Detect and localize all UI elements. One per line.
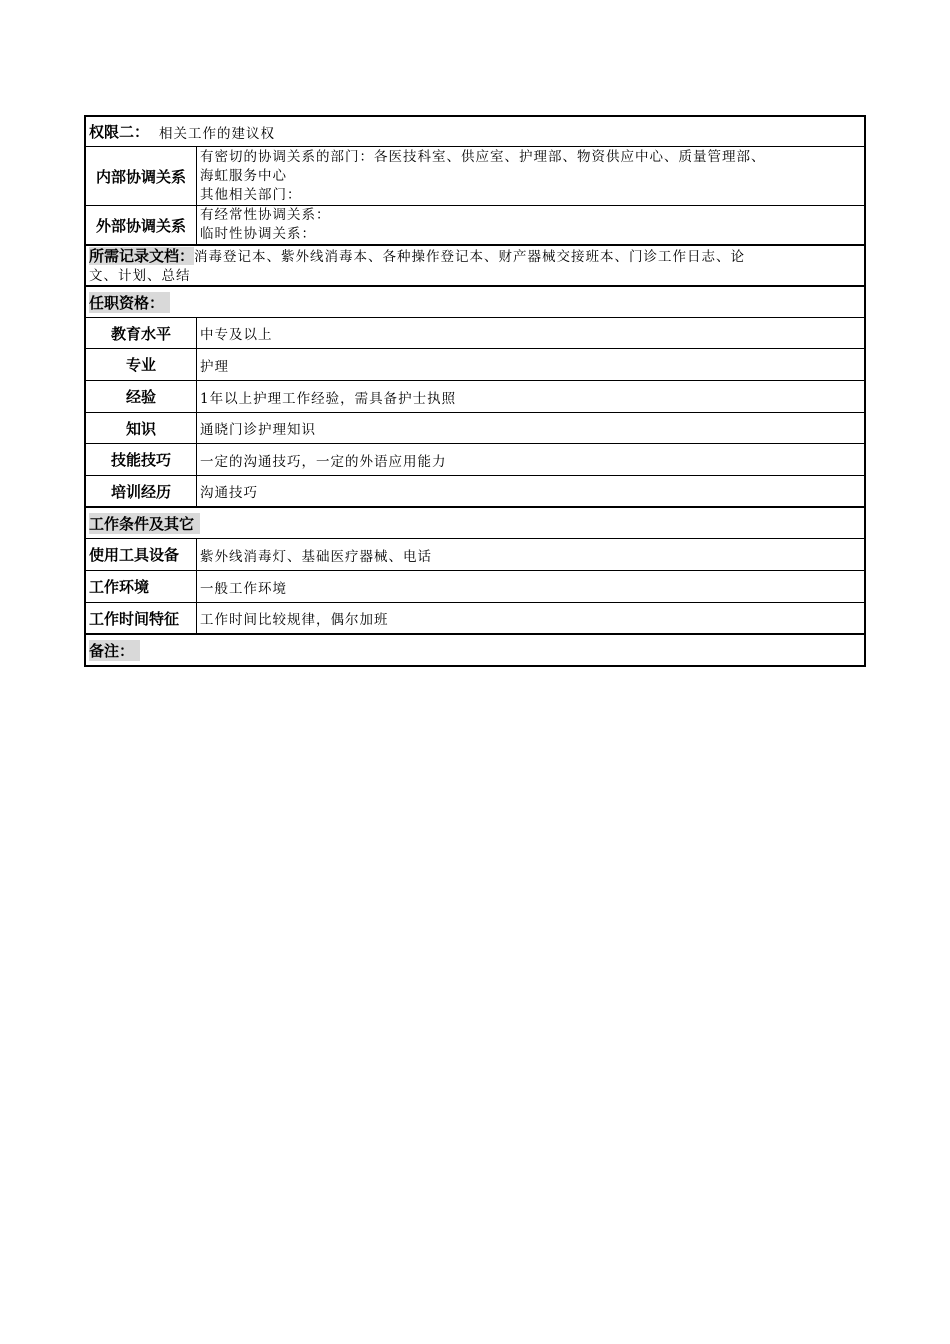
condition-label: 工作时间特征 <box>86 603 197 633</box>
external-line: 临时性协调关系： <box>200 226 316 242</box>
qualification-value: 护理 <box>200 358 229 375</box>
internal-coordination-value <box>197 147 864 205</box>
qualification-row <box>84 413 866 444</box>
condition-value: 一般工作环境 <box>200 580 287 597</box>
qualifications-header-row <box>84 287 866 318</box>
external-line: 有经常性协调关系： <box>200 207 331 223</box>
qualification-value: 一定的沟通技巧，一定的外语应用能力 <box>200 453 447 470</box>
external-coordination-value <box>197 206 864 244</box>
qualification-label: 教育水平 <box>86 318 197 348</box>
authority-row <box>84 115 866 147</box>
qualification-row <box>84 444 866 476</box>
external-coordination-label: 外部协调关系 <box>86 206 197 244</box>
condition-value: 工作时间比较规律，偶尔加班 <box>200 612 389 628</box>
condition-row <box>84 603 866 635</box>
qualification-label: 技能技巧 <box>86 444 197 475</box>
job-description-table <box>84 115 866 667</box>
qualification-label: 知识 <box>86 413 197 443</box>
records-line1: 消毒登记本、紫外线消毒本、各种操作登记本、财产器械交接班本、门诊工作日志、论 <box>194 248 746 265</box>
conditions-header-row <box>84 508 866 539</box>
qualification-row <box>84 381 866 413</box>
condition-row <box>84 539 866 571</box>
internal-line: 有密切的协调关系的部门：各医技科室、供应室、护理部、物资供应中心、质量管理部、 <box>200 148 766 165</box>
remarks-label: 备注： <box>89 640 140 661</box>
qualification-label: 专业 <box>86 349 197 380</box>
internal-line: 海虹服务中心 <box>200 167 287 184</box>
internal-line: 其他相关部门： <box>200 186 302 203</box>
qualification-label: 经验 <box>86 381 197 412</box>
records-row <box>84 246 866 287</box>
remarks-row <box>84 635 866 667</box>
qualification-row <box>84 318 866 349</box>
qualification-value: 沟通技巧 <box>200 485 258 501</box>
qualification-value: 通晓门诊护理知识 <box>200 422 316 438</box>
qualification-row <box>84 476 866 508</box>
internal-coordination-row <box>84 147 866 206</box>
qualifications-heading: 任职资格： <box>89 292 170 313</box>
qualification-label: 培训经历 <box>86 476 197 506</box>
authority-label: 权限二： <box>89 123 150 141</box>
internal-coordination-label: 内部协调关系 <box>86 147 197 205</box>
qualification-row <box>84 349 866 381</box>
condition-row <box>84 571 866 603</box>
records-line2: 文、计划、总结 <box>89 267 191 284</box>
condition-value: 紫外线消毒灯、基础医疗器械、电话 <box>200 548 432 565</box>
conditions-heading: 工作条件及其它 <box>89 513 200 534</box>
records-label: 所需记录文档： <box>89 246 195 265</box>
authority-value: 相关工作的建议权 <box>159 125 276 142</box>
qualification-value: 1年以上护理工作经验，需具备护士执照 <box>200 390 457 407</box>
external-coordination-row <box>84 206 866 246</box>
qualification-value: 中专及以上 <box>200 327 273 343</box>
condition-label: 工作环境 <box>86 571 197 602</box>
condition-label: 使用工具设备 <box>86 539 197 570</box>
